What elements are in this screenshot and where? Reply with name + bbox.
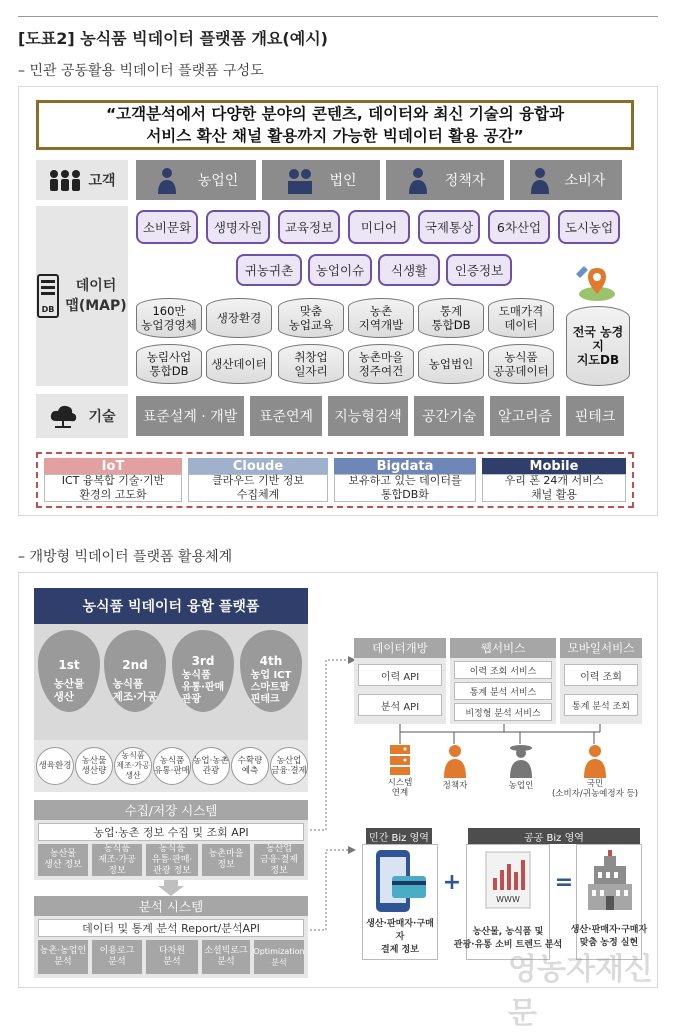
citizen-user-icon (583, 744, 607, 778)
db-farm-management: 160만 농업경영체 (136, 298, 202, 338)
equals-sign: = (554, 869, 574, 895)
farmer-user-icon (509, 744, 533, 778)
corporation-icon (285, 166, 315, 194)
datamap-item-diet: 식생활 (378, 254, 440, 286)
service-unstructured: 비정형 분석 서비스 (454, 703, 552, 721)
analysis-system-head: 분석 시스템 (34, 896, 308, 916)
vision-quote (36, 100, 634, 150)
datamap-label1: 데이터 (75, 278, 117, 294)
circle-distribution: 농식품 유통·판매 (153, 747, 191, 785)
policymaker-icon (405, 166, 431, 194)
customer-policymaker: 정책자 (386, 160, 504, 200)
user-citizen: 국민 (소비자/귀농예정자 등) (551, 779, 639, 799)
tech-row-label (36, 394, 128, 438)
datamap-item-certification: 인증정보 (446, 254, 512, 286)
server-icon (389, 744, 411, 776)
www-label: WWW (496, 895, 520, 904)
db-custom-education: 맞춤 농업교육 (278, 298, 344, 338)
tech-spatial: 공간기술 (414, 396, 484, 436)
down-arrow-icon (156, 880, 186, 896)
db-public-data: 농식품 공공데이터 (488, 344, 554, 384)
datamap-item-consumer-culture: 소비문화 (136, 210, 198, 244)
user-policymaker: 정책자 (442, 781, 468, 791)
quote-line1: “고객분석에서 다양한 분야의 콘텐츠, 데이터와 최신 기술의 융합과 (105, 105, 565, 123)
db-production-data: 생산데이터 (206, 344, 272, 384)
circle-growth-environment: 생육환경 (36, 747, 74, 785)
cloud-network-icon (48, 403, 78, 429)
db-growth-environment: 생장환경 (206, 298, 272, 338)
collect-system-head: 수집/저장 시스템 (34, 800, 308, 820)
quote-line2: 서비스 확산 채널 활용까지 가능한 빅데이터 활용 공간” (146, 127, 524, 145)
section2-subtitle: – 개방형 빅데이터 플랫폼 활용체계 (18, 549, 233, 565)
service-statistics: 통계 분석 서비스 (454, 682, 552, 700)
collect-item-production: 농산물 생산 정보 (38, 844, 88, 876)
map-pin-icon (572, 264, 622, 304)
service-head-web: 웹서비스 (450, 638, 556, 658)
service-mobile-history: 이력 조회 (564, 664, 638, 686)
government-building-icon (584, 848, 636, 912)
db-wholesale-price: 도매가격 데이터 (488, 298, 554, 338)
collect-api: 농업·농촌 정보 수집 및 조회 API (38, 823, 304, 841)
datamap-item-trade: 국제통상 (418, 210, 480, 244)
farmer-icon (154, 166, 180, 194)
circle-tourism: 농업·농촌 관광 (192, 747, 230, 785)
tech-fintech: 핀테크 (566, 396, 624, 436)
db-jobs: 취창업 일자리 (278, 344, 344, 384)
platform-title: 농식품 빅데이터 융합 플랫폼 (34, 588, 308, 624)
db-agri-corporation: 농업법인 (418, 344, 484, 384)
customer-farmer: 농업인 (136, 160, 256, 200)
tech-standard-design: 표준설계 · 개발 (136, 396, 244, 436)
analysis-item-optimization: Optimization 분석 (254, 940, 304, 974)
analysis-item-multidim: 다차원 분석 (146, 940, 198, 974)
svg-text:DB: DB (41, 305, 55, 314)
datamap-item-urban-farming: 도시농업 (558, 210, 620, 244)
collect-item-finance: 농산업 금융·결제 정보 (254, 844, 304, 876)
private-biz-caption: 생산·판매자·구매자 결제 정보 (366, 918, 434, 955)
user-farmer: 농업인 (508, 781, 534, 791)
trend-chart-icon (484, 850, 532, 910)
legend-mobile: Mobile 우리 폰 24개 서비스 채널 활용 (482, 458, 626, 502)
collect-item-distribution: 농식품 유통·판매· 관광 정보 (146, 844, 198, 876)
datamap-row-label (36, 206, 128, 386)
people-icon (48, 169, 82, 191)
legend-bigdata: Bigdata 보유하고 있는 데이터를 통합DB화 (334, 458, 476, 502)
db-rural-development: 농촌 지역개발 (348, 298, 414, 338)
plus-sign: + (442, 869, 462, 895)
db-village-conditions: 농촌마을 정주여건 (348, 344, 414, 384)
circle-yield-forecast: 수확량 예측 (231, 747, 269, 785)
service-head-open-data: 데이터개방 (354, 638, 446, 658)
analysis-item-social: 소셜빅로그 분석 (202, 940, 250, 974)
datamap-item-bio-resources: 생명자원 (206, 210, 270, 244)
customer-label: 고객 (88, 173, 116, 189)
db-statistics: 통계 통합DB (418, 298, 484, 338)
customer-row-label (36, 160, 128, 200)
legend-iot: IoT ICT 융복합 기술·기반 환경의 고도화 (44, 458, 182, 502)
datamap-item-return-farming: 귀농귀촌 (236, 254, 302, 286)
policy-realization-caption: 생산·판매자·구매자 맞춤 농정 실현 (570, 925, 648, 948)
datamap-item-6th-industry: 6차산업 (488, 210, 550, 244)
datamap-label2: 맵(MAP) (65, 298, 127, 314)
analysis-item-farmer: 농촌·농업인 분석 (38, 940, 88, 974)
service-analysis-api: 분석 API (358, 694, 442, 716)
stage-1st: 1st 농산물 생산 (38, 630, 100, 712)
consumer-icon (527, 166, 553, 194)
trend-analysis-caption: 농산물, 농식품 및 관광·유통 소비 트렌드 분석 (453, 927, 563, 950)
public-biz-head: 공공 Biz 영역 (468, 828, 640, 844)
datamap-item-education-info: 교육정보 (278, 210, 340, 244)
service-history-api: 이력 API (358, 664, 442, 686)
datamap-item-farm-issues: 농업이슈 (308, 254, 372, 286)
analysis-api: 데이터 및 통계 분석 Report/분석API (38, 919, 304, 937)
collect-item-manufacturing: 농식품 제조·가공 정보 (92, 844, 142, 876)
publisher-watermark: 영농자재신문 (508, 952, 653, 1031)
stage-3rd: 3rd 농식품 유통·판매 관광 (172, 630, 234, 712)
user-system-link: 시스템 연계 (387, 778, 413, 798)
legend-cloud: Cloude 클라우드 기반 정보 수집체계 (188, 458, 328, 502)
payment-phone-icon (372, 848, 428, 918)
analysis-item-usage-log: 이용로그 분석 (92, 940, 142, 974)
tech-intelligent-search: 지능형검색 (328, 396, 408, 436)
tech-label: 기술 (88, 409, 116, 425)
top-rule (18, 16, 658, 17)
stage-2nd: 2nd 농식품 제조·가공 (104, 630, 166, 712)
customer-corporation: 법인 (262, 160, 380, 200)
service-history-lookup: 이력 조회 서비스 (454, 661, 552, 679)
datamap-item-media: 미디어 (348, 210, 410, 244)
circle-finance: 농산업 금융·결제 (270, 747, 308, 785)
database-icon (37, 274, 59, 318)
circle-manufacturing: 농식품 제조·가공 생산 (114, 747, 152, 785)
circle-production-volume: 농산물 생산량 (75, 747, 113, 785)
service-head-mobile: 모바일서비스 (560, 638, 642, 658)
tech-algorithm: 알고리즘 (490, 396, 560, 436)
stage-4th: 4th 농업 ICT 스마트팜 핀테크 (240, 630, 302, 712)
section1-subtitle: – 민관 공동활용 빅데이터 플랫폼 구성도 (18, 63, 264, 79)
private-biz-head: 민간 Biz 영역 (366, 828, 432, 844)
collect-item-village: 농촌마을 정보 (202, 844, 250, 876)
policymaker-user-icon (443, 744, 467, 778)
page-title: [도표2] 농식품 빅데이터 플랫폼 개요(예시) (18, 29, 328, 48)
db-national-farmland-map: 전국 농경지 지도DB (566, 306, 630, 386)
service-mobile-stats: 통계 분석 조회 (564, 694, 638, 716)
tech-standard-link: 표준연계 (250, 396, 322, 436)
db-agri-projects: 농림사업 통합DB (136, 344, 202, 384)
customer-consumer: 소비자 (510, 160, 622, 200)
